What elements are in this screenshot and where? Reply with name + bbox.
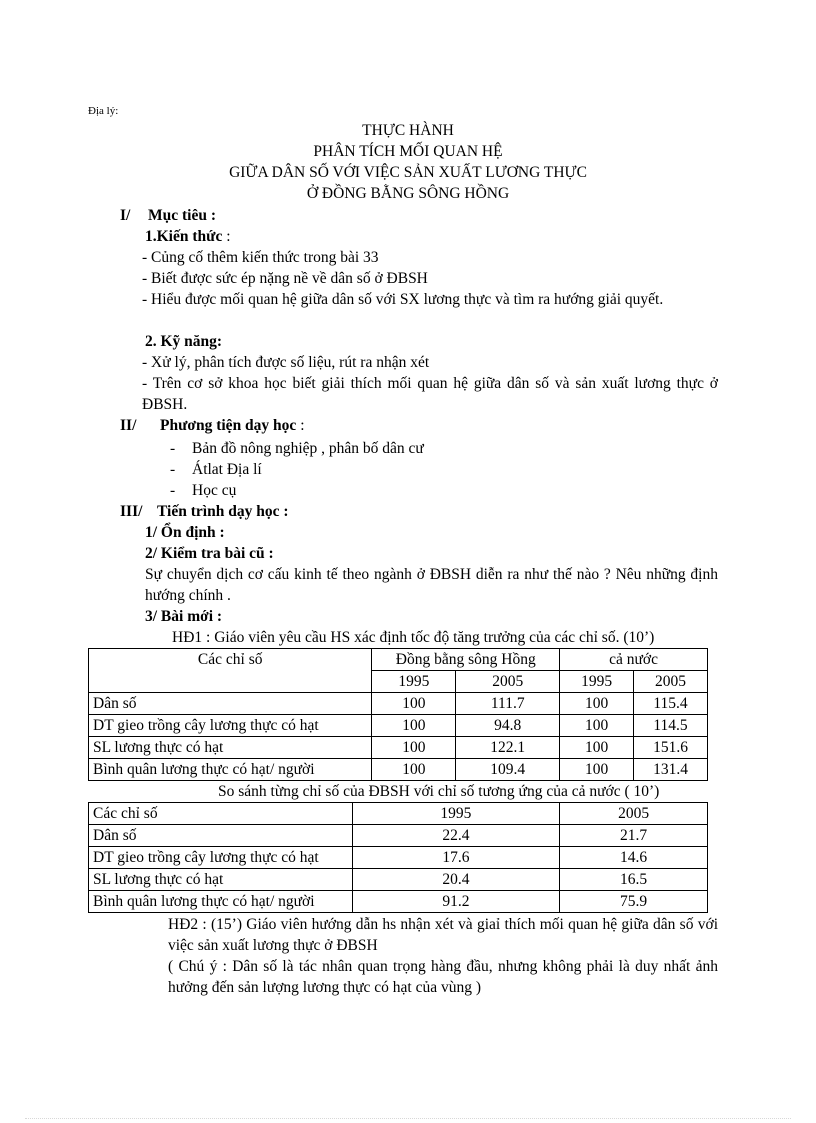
table-row — [89, 825, 708, 847]
section-2-heading — [160, 415, 305, 436]
title-line-3: GIỮA DÂN SỐ VỚI VIỆC SẢN XUẤT LƯƠNG THỰC — [229, 164, 587, 181]
list-bullet: - — [170, 461, 176, 478]
table-cell: Dân số — [89, 825, 353, 847]
knowledge-colon: : — [222, 228, 231, 245]
table-cell: SL lương thực có hạt — [89, 869, 353, 891]
table-header-cell: 1995 — [352, 803, 560, 825]
table-row — [89, 715, 708, 737]
table-cell: Bình quân lương thực có hạt/ người — [89, 891, 353, 913]
activity-1-text: HĐ1 : Giáo viên yêu cầu HS xác định tốc độ tăng trưởng của các chỉ số. (10’) — [172, 629, 655, 646]
table-cell: 75.9 — [560, 891, 708, 913]
table-header-cell: Các chỉ số — [89, 649, 372, 693]
table-cell: 100 — [372, 693, 456, 715]
title-line-1: THỰC HÀNH — [362, 122, 454, 139]
table-cell: SL lương thực có hạt — [89, 737, 372, 759]
table-cell: 17.6 — [352, 847, 560, 869]
section-1-title: Mục tiêu : — [148, 207, 217, 224]
table-row — [89, 737, 708, 759]
table-cell: 100 — [372, 715, 456, 737]
review-question: Sự chuyển dịch cơ cấu kinh tế theo ngành ở ĐBSH diễn ra như thế nào ? Nêu những định hướng chính . — [145, 566, 718, 604]
table-row — [89, 891, 708, 913]
title-line-2: PHÂN TÍCH MỐI QUAN HỆ — [313, 143, 503, 160]
table-header-cell: 2005 — [456, 671, 560, 693]
knowledge-item-1: - Củng cố thêm kiến thức trong bài 33 — [142, 249, 379, 266]
table-header-cell: 2005 — [560, 803, 708, 825]
table-row — [89, 649, 708, 671]
table-cell: 151.6 — [634, 737, 708, 759]
equipment-item-2: Átlat Địa lí — [192, 461, 262, 478]
compare-title: So sánh từng chỉ số của ĐBSH với chỉ số tương ứng của cả nước ( 10’) — [218, 783, 660, 800]
table-cell: DT gieo trồng cây lương thực có hạt — [89, 847, 353, 869]
knowledge-title: 1.Kiến thức — [145, 228, 223, 245]
table-cell: 100 — [560, 759, 634, 781]
table-cell: 115.4 — [634, 693, 708, 715]
knowledge-item-3: - Hiểu được mối quan hệ giữa dân số với SX lương thực và tìm ra hướng giải quyết. — [142, 291, 664, 308]
table-cell: 109.4 — [456, 759, 560, 781]
list-bullet: - — [170, 482, 176, 499]
section-1-number: I/ — [120, 207, 131, 224]
table-cell: 122.1 — [456, 737, 560, 759]
compare-table — [88, 802, 708, 913]
section-2-title: Phương tiện dạy học — [160, 417, 297, 434]
new-lesson-heading: 3/ Bài mới : — [145, 608, 223, 625]
equipment-item-1: Bản đồ nông nghiệp , phân bố dân cư — [192, 440, 424, 457]
table-cell: 131.4 — [634, 759, 708, 781]
table-cell: 100 — [560, 715, 634, 737]
page-bottom-rule — [25, 1118, 791, 1119]
table-cell: DT gieo trồng cây lương thực có hạt — [89, 715, 372, 737]
table-header-cell: cả nước — [560, 649, 708, 671]
review-heading: 2/ Kiểm tra bài cũ : — [145, 545, 274, 562]
table-cell: 20.4 — [352, 869, 560, 891]
table-cell: 100 — [372, 737, 456, 759]
growth-table — [88, 648, 708, 781]
table-cell: Dân số — [89, 693, 372, 715]
table-header-cell: 1995 — [372, 671, 456, 693]
table-row — [89, 803, 708, 825]
table-header-cell: 2005 — [634, 671, 708, 693]
activity-2-text: HĐ2 : (15’) Giáo viên hướng dẫn hs nhận xét và giaỉ thích mối quan hệ giữa dân số với việc sản xuất lương thực ở ĐBSH — [168, 916, 718, 954]
table-row — [89, 759, 708, 781]
list-bullet: - — [170, 440, 176, 457]
table-cell: 100 — [560, 693, 634, 715]
table-cell: 111.7 — [456, 693, 560, 715]
equipment-item-3: Học cụ — [192, 482, 237, 499]
skills-title: 2. Kỹ năng: — [145, 333, 223, 350]
activity-2-note: ( Chú ý : Dân số là tác nhân quan trọng hàng đầu, nhưng không phải là duy nhất ảnh hưởng đến sản lượng lương thực có hạt của vùng ) — [168, 958, 718, 996]
table-cell: 22.4 — [352, 825, 560, 847]
table-cell: 94.8 — [456, 715, 560, 737]
table-cell: 100 — [560, 737, 634, 759]
skills-item-1: - Xử lý, phân tích được số liệu, rút ra nhận xét — [142, 354, 430, 371]
table-header-cell: Các chỉ số — [89, 803, 353, 825]
table-row — [89, 869, 708, 891]
table-header-cell: 1995 — [560, 671, 634, 693]
knowledge-item-2: - Biết được sức ép nặng nề về dân số ở ĐBSH — [142, 270, 428, 287]
section-3-number: III/ — [120, 503, 143, 520]
table-row — [89, 847, 708, 869]
table-header-cell: Đồng bằng sông Hồng — [372, 649, 560, 671]
title-line-4: Ở ĐỒNG BẰNG SÔNG HỒNG — [306, 185, 510, 202]
skills-item-2: - Trên cơ sở khoa học biết giải thích mối quan hệ giữa dân số và sản xuất lương thực ở ĐBSH. — [142, 375, 718, 413]
table-cell: Bình quân lương thực có hạt/ người — [89, 759, 372, 781]
knowledge-heading — [145, 226, 231, 247]
section-2-colon: : — [296, 417, 305, 434]
table-row — [89, 693, 708, 715]
section-3-title: Tiến trình dạy học : — [157, 503, 289, 520]
table-cell: 91.2 — [352, 891, 560, 913]
table-cell: 114.5 — [634, 715, 708, 737]
table-cell: 100 — [372, 759, 456, 781]
table-cell: 16.5 — [560, 869, 708, 891]
table-cell: 14.6 — [560, 847, 708, 869]
section-2-number: II/ — [120, 417, 137, 434]
table-cell: 21.7 — [560, 825, 708, 847]
stabilize-heading: 1/ Ổn định : — [145, 524, 225, 541]
subject-header: Địa lý: — [88, 105, 119, 117]
